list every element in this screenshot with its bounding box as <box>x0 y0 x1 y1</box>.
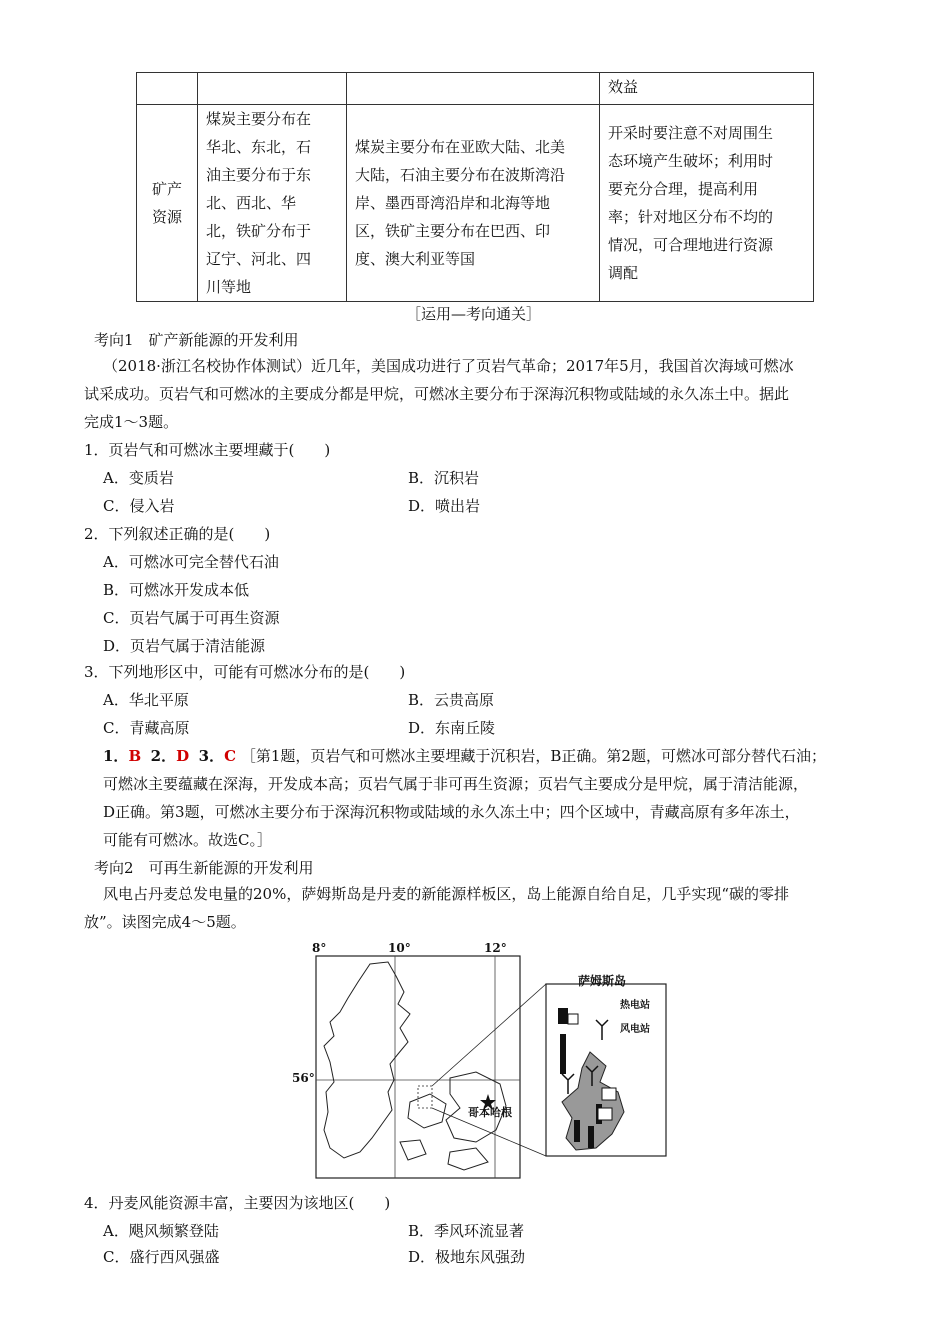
cell-line: 度、澳大利亚等国 <box>355 250 476 268</box>
table-cell: 效益 <box>600 73 814 105</box>
cell-line: 油主要分布于东 <box>206 166 312 184</box>
table-cell <box>347 73 600 105</box>
option: C．侵入岩 <box>103 497 175 515</box>
table-cell <box>600 105 814 302</box>
cell-line: 煤炭主要分布在 <box>206 110 312 128</box>
option: C．青藏高原 <box>103 719 190 737</box>
option: B．云贵高原 <box>408 691 495 709</box>
option: D．极地东风强劲 <box>408 1248 526 1266</box>
cell-line: 区，铁矿主要分布在巴西、印 <box>355 222 551 240</box>
cell-line: 岸、墨西哥湾沿岸和北海等地 <box>355 194 551 212</box>
intro-line: 风电占丹麦总发电量的20%，萨姆斯岛是丹麦的新能源样板区，岛上能源自给自足，几乎实现“碳的零排 <box>103 885 790 903</box>
option: D．东南丘陵 <box>408 719 496 737</box>
option: C．盛行西风强盛 <box>103 1248 220 1266</box>
cell-line: 调配 <box>608 264 639 282</box>
cell-line: 北、西北、华 <box>206 194 297 212</box>
intro-line: 完成1～3题。 <box>84 413 179 431</box>
cell-line: 川等地 <box>206 278 252 296</box>
map-legend-thermal: 热电站 <box>620 1000 650 1011</box>
map-label-lon: 12° <box>484 941 507 955</box>
option: C．页岩气属于可再生资源 <box>103 609 280 627</box>
option: D．页岩气属于清洁能源 <box>103 637 266 655</box>
cell-line: 北，铁矿分布于 <box>206 222 312 240</box>
option: A．可燃冰可完全替代石油 <box>103 553 279 571</box>
cell-line: 态环境产生破坏；利用时 <box>608 152 774 170</box>
option: A．华北平原 <box>103 691 189 709</box>
table-cell <box>198 73 347 105</box>
option: B．沉积岩 <box>408 469 480 487</box>
question-stem: 1．页岩气和可燃冰主要埋藏于( ) <box>84 441 331 459</box>
map-legend-wind: 风电站 <box>620 1024 650 1035</box>
option: A．飓风频繁登陆 <box>103 1222 219 1240</box>
cell-line: 要充分合理，提高利用 <box>608 180 759 198</box>
answer-key: C <box>224 747 237 765</box>
category-line: 矿产 <box>151 180 182 198</box>
answer-explanation: 可燃冰主要蕴藏在深海，开发成本高；页岩气属于非可再生资源；页岩气主要成分是甲烷，属于清洁能源， <box>103 775 809 793</box>
answer-explanation: ［第1题，页岩气和可燃冰主要埋藏于沉积岩，B正确。第2题，可燃冰可部分替代石油； <box>240 747 826 765</box>
answer-line <box>103 746 826 766</box>
map-label-lat: 56° <box>292 1071 315 1085</box>
answer-number: 1． <box>103 747 129 765</box>
intro-line: 放”。读图完成4～5题。 <box>84 913 246 931</box>
question-stem: 3．下列地形区中，可能有可燃冰分布的是( ) <box>84 663 406 681</box>
intro-line: 试采成功。页岩气和可燃冰的主要成分都是甲烷，可燃冰主要分布于深海沉积物或陆域的永久冻土中。据此 <box>84 385 790 403</box>
table-cell <box>347 105 600 302</box>
table-cell <box>198 105 347 302</box>
map-label-island: 萨姆斯岛 <box>578 974 627 988</box>
cell-line: 大陆，石油主要分布在波斯湾沿 <box>355 166 566 184</box>
category-line: 资源 <box>151 208 182 226</box>
map-label-city: 哥本哈根 <box>468 1106 512 1119</box>
cell-line: 煤炭主要分布在亚欧大陆、北美 <box>355 138 566 156</box>
answer-key: B <box>128 747 142 765</box>
map-label-lon: 10° <box>388 941 411 955</box>
option: B．季风环流显著 <box>408 1222 525 1240</box>
table-cell <box>137 73 198 105</box>
question-stem: 4．丹麦风能资源丰富，主要因为该地区( ) <box>84 1194 391 1212</box>
section-header: ［运用—考向通关］ <box>406 305 542 323</box>
topic-title: 考向2 可再生新能源的开发利用 <box>94 859 314 877</box>
answer-number: 2． <box>150 747 177 765</box>
cell-line: 开采时要注意不对周围生 <box>608 124 774 142</box>
option: B．可燃冰开发成本低 <box>103 581 250 599</box>
answer-number: 3． <box>198 747 225 765</box>
option: A．变质岩 <box>103 469 174 487</box>
map-label-lon: 8° <box>312 941 327 955</box>
answer-key: D <box>176 747 190 765</box>
topic-title: 考向1 矿产新能源的开发利用 <box>94 331 299 349</box>
table-cell-category <box>137 105 198 302</box>
answer-explanation: D正确。第3题，可燃冰主要分布于深海沉积物或陆域的永久冻土中；四个区域中，青藏高原有多年冻土， <box>103 803 800 821</box>
answer-explanation: 可能有可燃冰。故选C。］ <box>103 831 272 849</box>
cell-line: 华北、东北，石 <box>206 138 312 156</box>
resource-table <box>136 72 814 302</box>
cell-line: 率；针对地区分布不均的 <box>608 208 774 226</box>
cell-line: 情况，可合理地进行资源 <box>608 236 774 254</box>
intro-line: （2018·浙江名校协作体测试）近几年，美国成功进行了页岩气革命；2017年5月，我国首次海域可燃冰 <box>103 357 794 375</box>
question-stem: 2．下列叙述正确的是( ) <box>84 525 271 543</box>
cell-line: 辽宁、河北、四 <box>206 250 312 268</box>
option: D．喷出岩 <box>408 497 481 515</box>
